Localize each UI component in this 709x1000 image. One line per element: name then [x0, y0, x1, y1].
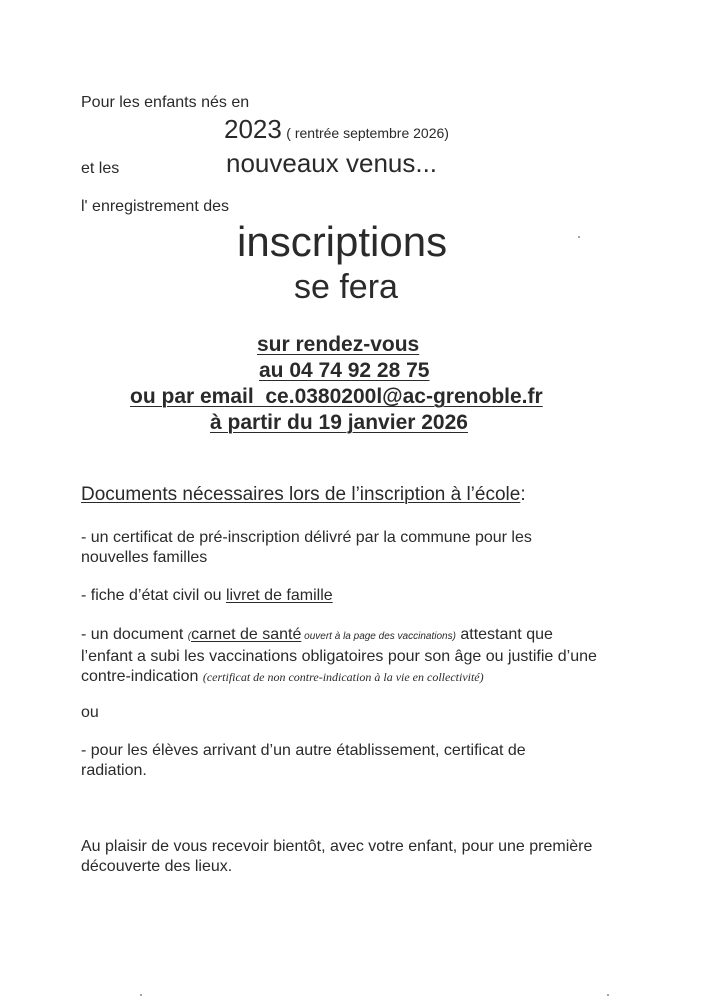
- vaccination-page-note: ouvert à la page des vaccinations): [301, 631, 456, 642]
- rendez-vous-text: sur rendez-vous: [257, 333, 420, 356]
- se-fera-heading: se fera: [294, 268, 398, 306]
- nouveaux-venus: nouveaux venus...: [226, 148, 438, 178]
- livret-de-famille: livret de famille: [225, 587, 333, 604]
- paren-open: (: [187, 631, 192, 642]
- document-item-1: - un certificat de pré-inscription délivré par la commune pour les nouvelles familles: [81, 529, 532, 566]
- carnet-de-sante: carnet de santé: [191, 626, 302, 643]
- intro-line-1: Pour les enfants nés en: [81, 94, 250, 111]
- scan-speck: [607, 994, 609, 996]
- rentree-note: ( rentrée septembre 2026): [286, 125, 449, 141]
- ou-text: ou: [81, 704, 99, 721]
- email-address: ou par email ce.0380200l@ac-grenoble.fr: [130, 385, 543, 408]
- document-item-3-start: - un document: [81, 626, 188, 643]
- documents-heading: Documents nécessaires lors de l’inscription à l’école: [81, 484, 521, 505]
- closing-text: Au plaisir de vous recevoir bientôt, avec votre enfant, pour une première découverte des lieux.: [81, 838, 593, 875]
- document-item-2: [81, 586, 601, 606]
- scan-speck: [578, 236, 580, 238]
- scan-speck: [140, 994, 142, 996]
- phone-number: au 04 74 92 28 75: [259, 359, 430, 382]
- et-les-text: et les: [81, 160, 120, 177]
- document-item-4: - pour les élèves arrivant d’un autre établissement, certificat de radiation.: [81, 742, 526, 779]
- enregistrement-text: l' enregistrement des: [81, 198, 230, 215]
- contre-indication-note: (certificat de non contre-indication à la vie en collectivité): [202, 670, 484, 684]
- document-item-3-body: attestant que l’enfant a subi les vaccinations obligatoires pour son âge ou justifie d’une contre-indication: [81, 626, 597, 685]
- document-item-3: [81, 625, 601, 687]
- document-item-2-prefix: - fiche d’état civil ou: [81, 587, 226, 604]
- birth-year-line: [224, 114, 449, 145]
- start-date: à partir du 19 janvier 2026: [210, 411, 468, 434]
- inscriptions-heading: inscriptions: [237, 218, 448, 265]
- documents-heading-colon: :: [520, 484, 526, 505]
- documents-heading-line: [81, 484, 526, 506]
- birth-year: 2023: [224, 114, 282, 144]
